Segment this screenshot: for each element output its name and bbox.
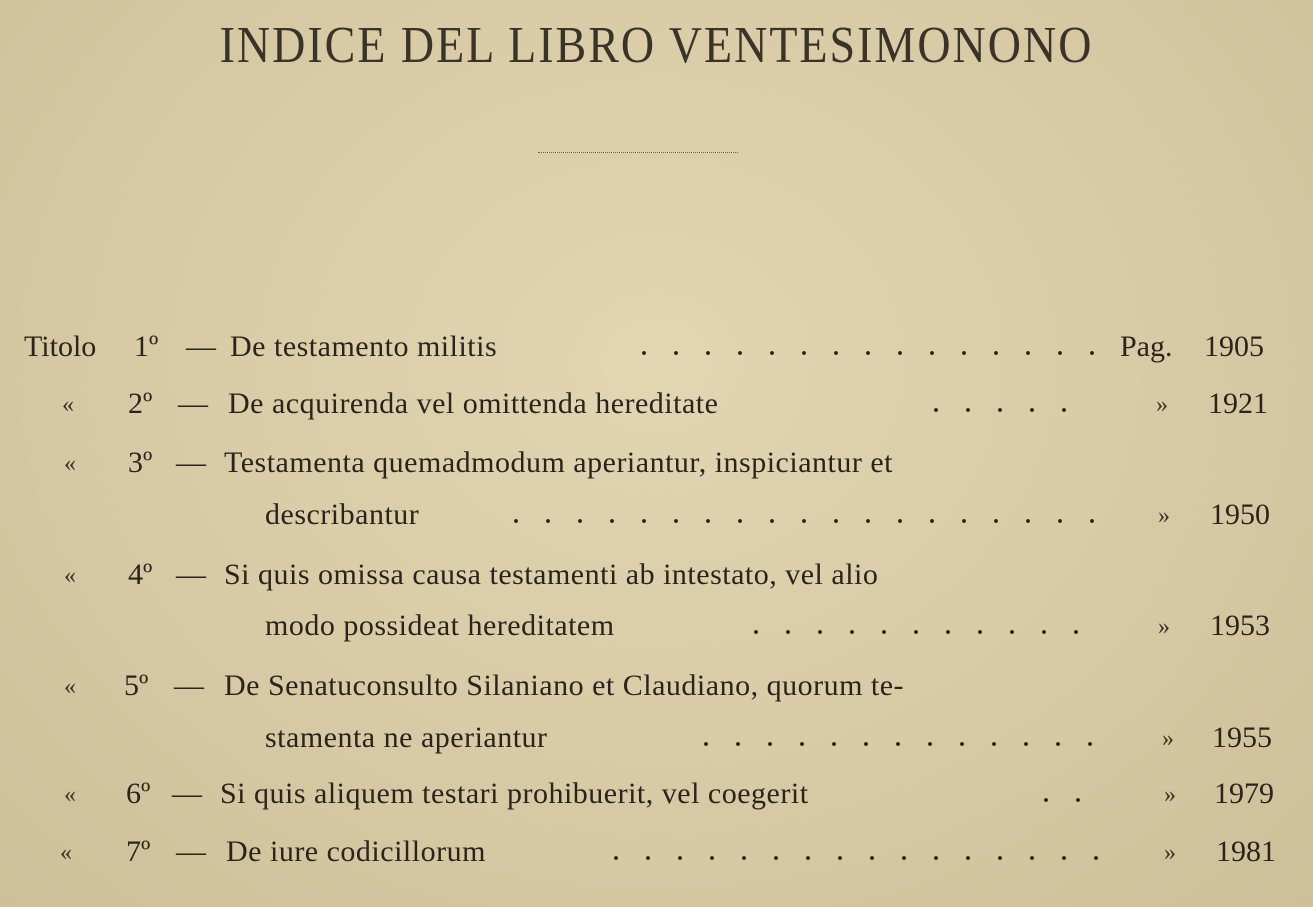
page-number: 1950 bbox=[1210, 498, 1270, 531]
entry-number: 4º bbox=[128, 558, 153, 591]
entry-number: 6º bbox=[126, 777, 151, 810]
ditto-mark: « bbox=[64, 563, 76, 589]
page-number: 1955 bbox=[1212, 721, 1272, 754]
entry-dash: — bbox=[172, 777, 202, 810]
ditto-mark: « bbox=[64, 782, 76, 808]
dot-leader bbox=[600, 856, 1100, 860]
entry-dash: — bbox=[174, 669, 204, 702]
entry-number: 5º bbox=[124, 669, 149, 702]
ditto-mark: » bbox=[1162, 726, 1174, 752]
entry-title-continued: describantur bbox=[265, 498, 420, 531]
ditto-mark: » bbox=[1164, 840, 1176, 866]
dot-leader bbox=[690, 742, 1100, 746]
ditto-mark: » bbox=[1158, 614, 1170, 640]
page-number: 1953 bbox=[1210, 609, 1270, 642]
entry-title: Testamenta quemadmodum aperiantur, inspiciantur et bbox=[224, 446, 893, 479]
entry-number: 7º bbox=[126, 835, 151, 868]
entry-title: Si quis aliquem testari prohibuerit, vel coegerit bbox=[220, 777, 809, 810]
page-number: 1921 bbox=[1208, 387, 1268, 420]
entry-dash: — bbox=[176, 558, 206, 591]
dot-leader bbox=[920, 408, 1090, 412]
dot-leader bbox=[740, 630, 1100, 634]
ditto-mark: « bbox=[60, 840, 72, 866]
ditto-mark: « bbox=[64, 451, 76, 477]
page-number: 1981 bbox=[1216, 835, 1276, 868]
entry-title: De testamento militis bbox=[230, 330, 498, 363]
entry-title: De iure codicillorum bbox=[226, 835, 486, 868]
ditto-mark: » bbox=[1164, 782, 1176, 808]
ditto-mark: « bbox=[62, 392, 74, 418]
ditto-mark: » bbox=[1158, 503, 1170, 529]
entry-dash: — bbox=[186, 330, 216, 363]
dot-leader bbox=[1030, 798, 1100, 802]
entry-title: De Senatuconsulto Silaniano et Claudiano, quorum te- bbox=[224, 669, 905, 702]
dot-leader bbox=[628, 351, 1108, 355]
entry-dash: — bbox=[178, 387, 208, 420]
entry-title: De acquirenda vel omittenda hereditate bbox=[228, 387, 719, 420]
entry-title-continued: modo possideat hereditatem bbox=[265, 609, 615, 642]
entry-number: 3º bbox=[128, 446, 153, 479]
ditto-mark: » bbox=[1156, 392, 1168, 418]
page-title: INDICE DEL LIBRO VENTESIMONONO bbox=[219, 15, 1094, 74]
entry-title-continued: stamenta ne aperiantur bbox=[265, 721, 548, 754]
entry-number: 1º bbox=[134, 330, 159, 363]
entry-lead: Titolo bbox=[24, 330, 97, 363]
entry-title: Si quis omissa causa testamenti ab intestato, vel alio bbox=[224, 558, 879, 591]
entry-dash: — bbox=[176, 835, 206, 868]
page-number: 1979 bbox=[1214, 777, 1274, 810]
page-label: Pag. bbox=[1120, 330, 1173, 363]
ditto-mark: « bbox=[64, 674, 76, 700]
page-number: 1905 bbox=[1204, 330, 1264, 363]
dot-leader bbox=[500, 519, 1100, 523]
entry-dash: — bbox=[176, 446, 206, 479]
entry-number: 2º bbox=[128, 387, 153, 420]
